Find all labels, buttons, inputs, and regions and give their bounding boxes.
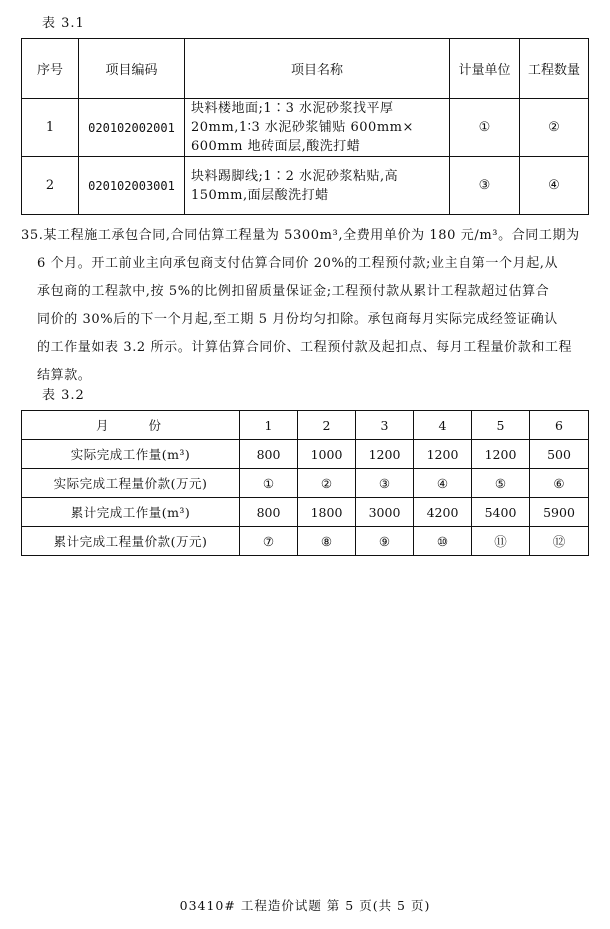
item-name-line: 600mm 地砖面层,酸洗打蜡 (191, 139, 361, 154)
value-cell: 800 (240, 498, 298, 527)
value-cell: ④ (414, 469, 472, 498)
row-number: 2 (22, 157, 79, 215)
column-header-no: 序号 (22, 39, 79, 99)
question-35 (21, 222, 596, 390)
table-row (22, 527, 589, 556)
question-text: 某工程施工承包合同,合同估算工程量为 5300m³,全费用单价为 180 元/m³。合同工期为 (43, 228, 580, 243)
value-cell: 800 (240, 440, 298, 469)
table-header-row (22, 39, 589, 99)
value-cell: 1000 (298, 440, 356, 469)
month-cell: 5 (472, 411, 530, 440)
row-label: 实际完成工作量(m³) (22, 440, 240, 469)
value-cell: ⑧ (298, 527, 356, 556)
item-name-line: 20mm,1∶3 水泥砂浆铺贴 600mm× (191, 120, 414, 135)
value-cell: ⑥ (530, 469, 589, 498)
value-cell: ⑨ (356, 527, 414, 556)
page-footer: 03410# 工程造价试题 第 5 页(共 5 页) (179, 898, 431, 913)
value-cell: 3000 (356, 498, 414, 527)
value-cell: ⑫ (530, 527, 589, 556)
row-number: 1 (22, 99, 79, 157)
question-line: 承包商的工程款中,按 5%的比例扣留质量保证金;工程预付款从累计工程款超过估算合 (37, 284, 550, 299)
value-cell: 5400 (472, 498, 530, 527)
value-cell: 5900 (530, 498, 589, 527)
column-header-code: 项目编码 (79, 39, 185, 99)
item-name (185, 99, 450, 157)
value-cell: ⑤ (472, 469, 530, 498)
table2-caption: 表 3.2 (42, 388, 85, 403)
question-line (21, 222, 596, 250)
unit-cell: ③ (450, 157, 520, 215)
month-cell: 2 (298, 411, 356, 440)
row-label: 累计完成工程量价款(万元) (22, 527, 240, 556)
item-name (185, 157, 450, 215)
table-header-row (22, 411, 589, 440)
value-cell: ⑩ (414, 527, 472, 556)
column-header-unit: 计量单位 (450, 39, 520, 99)
value-cell: 1200 (356, 440, 414, 469)
value-cell: ② (298, 469, 356, 498)
month-cell: 6 (530, 411, 589, 440)
value-cell: ⑦ (240, 527, 298, 556)
value-cell: 4200 (414, 498, 472, 527)
question-number: 35. (21, 228, 44, 243)
value-cell: ⑪ (472, 527, 530, 556)
value-cell: 1200 (414, 440, 472, 469)
table1-caption: 表 3.1 (42, 16, 85, 31)
column-header-name: 项目名称 (185, 39, 450, 99)
row-label: 累计完成工作量(m³) (22, 498, 240, 527)
value-cell: 500 (530, 440, 589, 469)
qty-cell: ④ (520, 157, 589, 215)
value-cell: 1800 (298, 498, 356, 527)
item-code: 020102003001 (79, 157, 185, 215)
table-3-1 (21, 38, 589, 215)
column-header-qty: 工程数量 (520, 39, 589, 99)
table-row (22, 469, 589, 498)
qty-cell: ② (520, 99, 589, 157)
table-row (22, 99, 589, 157)
question-line: 6 个月。开工前业主向承包商支付估算合同价 20%的工程预付款;业主自第一个月起,从 (37, 256, 559, 271)
item-name-line: 块料踢脚线;1∶2 水泥砂浆粘贴,高 (191, 168, 399, 184)
item-name-line: 150mm,面层酸洗打蜡 (191, 187, 329, 203)
table-3-2 (21, 410, 589, 556)
month-cell: 4 (414, 411, 472, 440)
question-line: 同价的 30%后的下一个月起,至工期 5 月份均匀扣除。承包商每月实际完成经签证确认 (37, 312, 558, 327)
month-cell: 1 (240, 411, 298, 440)
item-name-line: 块料楼地面;1∶3 水泥砂浆找平厚 (191, 101, 394, 116)
question-line: 的工作量如表 3.2 所示。计算估算合同价、工程预付款及起扣点、每月工程量价款和工程 (37, 340, 573, 355)
month-header: 月份 (22, 411, 240, 440)
table-row (22, 440, 589, 469)
table-row (22, 157, 589, 215)
value-cell: ① (240, 469, 298, 498)
unit-cell: ① (450, 99, 520, 157)
table-row (22, 498, 589, 527)
value-cell: 1200 (472, 440, 530, 469)
row-label: 实际完成工程量价款(万元) (22, 469, 240, 498)
item-code: 020102002001 (79, 99, 185, 157)
month-cell: 3 (356, 411, 414, 440)
question-line: 结算款。 (37, 368, 92, 383)
value-cell: ③ (356, 469, 414, 498)
